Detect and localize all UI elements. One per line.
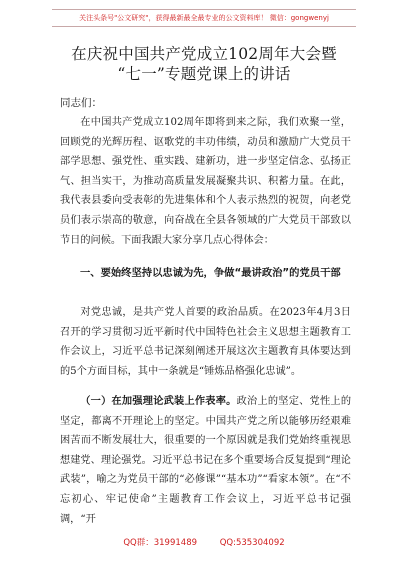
footer-qq-group: QQ群：31991489 — [123, 538, 198, 548]
title-line-2: “七一”专题党课上的讲话 — [117, 65, 291, 83]
footer-qq: QQ:535304092 — [219, 538, 285, 548]
document-title — [40, 44, 368, 84]
paragraph-loyalty — [60, 303, 351, 381]
header-banner: 关注头条号"公文研究"，获得最新最全最专业的公文资料库！ 微信：gongwenyj — [52, 9, 356, 27]
section-heading-1 — [60, 263, 352, 283]
title-line-1: 在庆祝中国共产党成立102周年大会暨 — [71, 45, 337, 63]
subheading-theory: （一）在加强理论武装上作表率。 — [80, 395, 237, 407]
section-heading-1-text: 一、要始终坚持以忠诚为先，争做“最讲政治”的党员干部 — [80, 267, 341, 279]
paragraph-intro-text: 在中国共产党成立102周年即将到来之际，我们欢聚一堂，回顾党的光辉历程、讴歌党的丰功伟绩，动员和激励广大党员干部学思想、强党性、重实践、建新功，进一步坚定信念、弘扬正气、担当实干，为推动高质量发展凝聚共识、积蓄力量。在此，我代表县委向受表彰的先进集体和个人表示热烈的祝贺，向老党员们表示崇高的敬意，向奋战在全县各领域的广大党员干部致以节日的问候。下面我跟大家分享几点心得体会： — [60, 117, 351, 246]
paragraph-loyalty-text: 对党忠诚，是共产党人首要的政治品质。在2023年4月3日召开的学习贯彻习近平新时代中国特色社会主义思想主题教育工作会议上，习近平总书记深刻阐述开展这次主题教育具体要达到的5个方面目标，其中一条就是“锤炼品格强化忠诚”。 — [60, 307, 351, 377]
salutation: 同志们： — [60, 97, 102, 109]
paragraph-theory-text: 政治上的坚定、党性上的坚定，都离不开理论上的坚定。中国共产党之所以能够历经艰难困苦而不断发展壮大，很重要的一个原因就是我们党始终重视思想建党、理论强党。习近平总书记在多个重要场合反复提到“理论武装”，喻之为党员干部的“必修课”“基本功”“看家本领”。在“不忘初心、牢记使命”主题教育工作会议上，习近平总书记强调，“开 — [60, 396, 352, 525]
footer-contact — [0, 536, 408, 548]
paragraph-theory — [60, 392, 351, 529]
paragraph-intro — [60, 113, 351, 250]
